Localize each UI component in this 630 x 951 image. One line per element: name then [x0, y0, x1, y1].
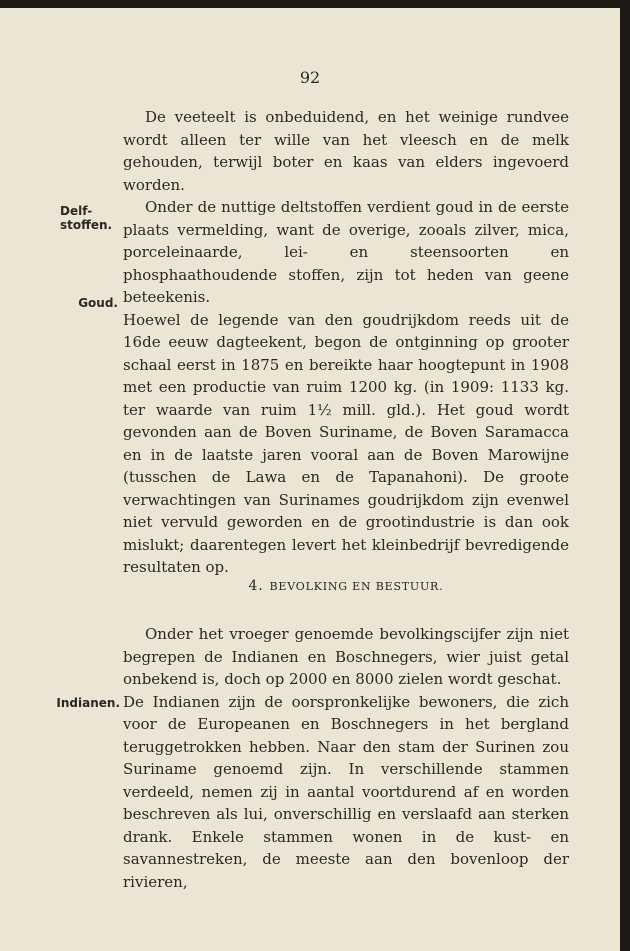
paragraph-delfstoffen: Onder de nuttige deltstoffen verdient goud in de eerste plaats vermelding, want de overige, zooals zilver, mica, porceleinaarde, lei- en steensoorten en phosphaathoudende stoffen, zijn tot heden van geene beteekenis.	[123, 198, 569, 306]
book-page	[0, 8, 620, 951]
margin-note-goud: Goud.	[78, 296, 118, 310]
paragraph-veeteelt: De veeteelt is onbeduidend, en het weinige rundvee wordt alleen ter wille van het vleesch en de melk gehouden, terwijl boter en kaas van elders ingevoerd worden.	[123, 108, 569, 194]
paragraph-bevolking: Onder het vroeger genoemde bevolkingscijfer zijn niet begrepen de Indianen en Boschnegers, wier juist getal onbekend is, doch op 2000 en 8000 zielen wordt geschat.	[123, 625, 569, 688]
section-number: 4.	[248, 578, 264, 594]
text-block-lower	[123, 623, 569, 893]
margin-note-delfstoffen: Delf- stoffen.	[60, 204, 113, 232]
page-number: 92	[299, 68, 321, 87]
section-title: BEVOLKING EN BESTUUR.	[269, 580, 444, 593]
margin-note-indianen: Indianen.	[56, 696, 120, 710]
paragraph-goud: Hoewel de legende van den goudrijkdom reeds uit de 16de eeuw dagteekent, begon de ontginning op grooter schaal eerst in 1875 en bereikte haar hoogtepunt in 1908 met een productie van ruim 1200 kg. (in 1909: 1133 kg. ter waarde van ruim 1½ mill. gld.). Het goud wordt gevonden aan de Boven Suriname, de Boven Saramacca en in de laatste jaren vooral aan de Boven Marowijne (tusschen de Lawa en de Tapanahoni). De groote verwachtingen van Surinames goudrijkdom zijn evenwel niet vervuld geworden en de grootindustrie is dan ook mislukt; daarentegen levert het kleinbedrijf bevredigende resultaten op.	[123, 310, 569, 576]
paragraph-indianen: De Indianen zijn de oorspronkelijke bewoners, die zich voor de Europeanen en Boschnegers in het bergland teruggetrokken hebben. Naar den stam der Surinen zou Suriname genoemd zijn. In verschillende stammen verdeeld, nemen zij in aantal voortdurend af en worden beschreven als lui, onverschillig en verslaafd aan sterken drank. Enkele stammen wonen in de kust- en savannestreken, de meeste aan den bovenloop der rivieren,	[123, 692, 569, 891]
text-block-upper	[123, 106, 569, 579]
section-heading	[123, 578, 569, 594]
